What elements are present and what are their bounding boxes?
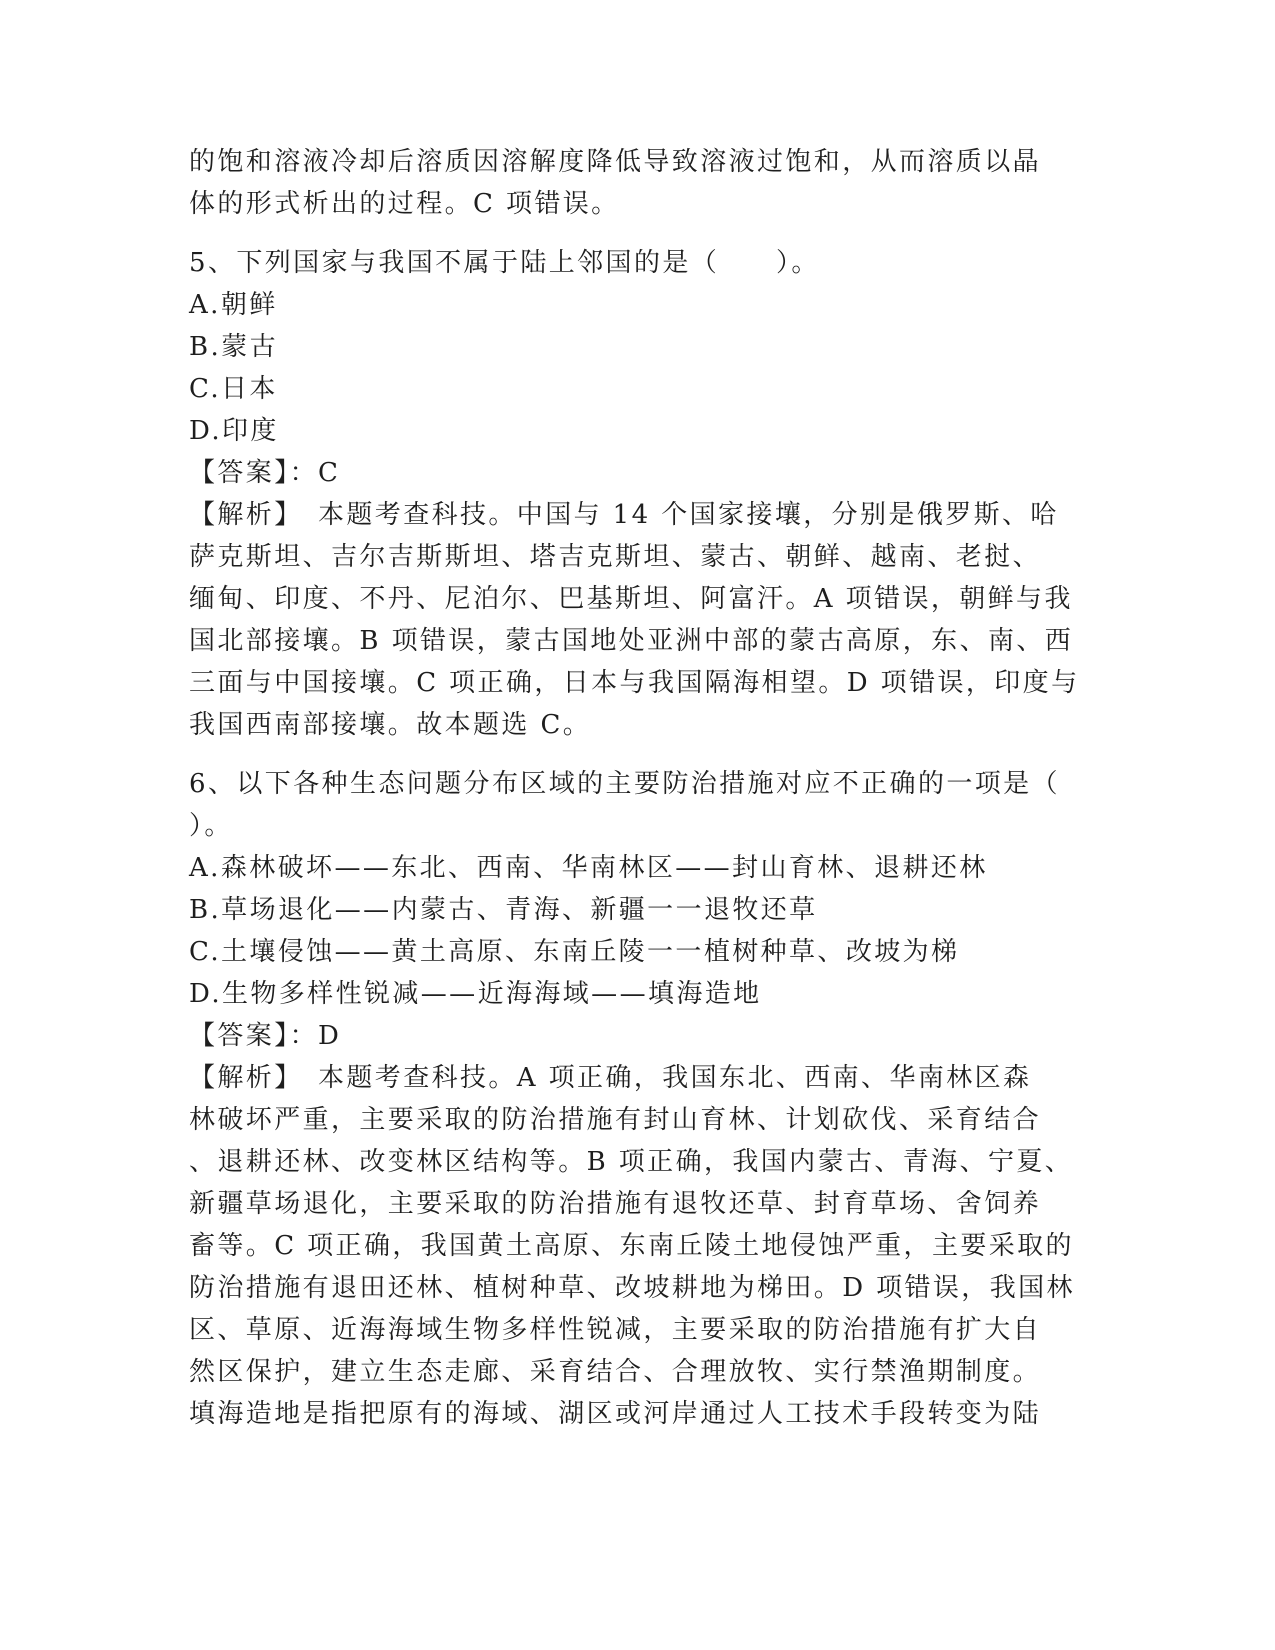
option-c: C.日本 xyxy=(189,374,278,404)
explanation-line: 国北部接壤。B 项错误，蒙古国地处亚洲中部的蒙古高原，东、南、西 xyxy=(189,626,1074,656)
text-line: 的饱和溶液冷却后溶质因溶解度降低导致溶液过饱和，从而溶质以晶 xyxy=(189,147,1042,177)
question-6-title-cont: ）。 xyxy=(189,811,233,841)
option-b: B.蒙古 xyxy=(189,332,278,362)
option-c: C.土壤侵蚀——黄土高原、东南丘陵一一植树种草、改坡为梯 xyxy=(189,937,960,967)
explanation-line: 林破坏严重，主要采取的防治措施有封山育林、计划砍伐、采育结合 xyxy=(189,1105,1042,1135)
explanation-line: 缅甸、印度、不丹、尼泊尔、巴基斯坦、阿富汗。A 项错误，朝鲜与我 xyxy=(189,584,1073,614)
explanation-line: 萨克斯坦、吉尔吉斯斯坦、塔吉克斯坦、蒙古、朝鲜、越南、老挝、 xyxy=(189,542,1042,572)
explanation-line: 区、草原、近海海域生物多样性锐减，主要采取的防治措施有扩大自 xyxy=(189,1315,1042,1345)
question-5-title: 5、下列国家与我国不属于陆上邻国的是（ ）。 xyxy=(189,248,820,278)
explanation-line: 然区保护，建立生态走廊、采育结合、合理放牧、实行禁渔期制度。 xyxy=(189,1357,1042,1387)
answer-label: 【答案】：D xyxy=(189,1021,342,1051)
explanation-line: 我国西南部接壤。故本题选 C。 xyxy=(189,710,592,740)
explanation-line: 三面与中国接壤。C 项正确，日本与我国隔海相望。D 项错误，印度与 xyxy=(189,668,1080,698)
text-line: 体的形式析出的过程。C 项错误。 xyxy=(189,189,620,219)
option-b: B.草场退化——内蒙古、青海、新疆一一退牧还草 xyxy=(189,895,818,925)
explanation-line: 填海造地是指把原有的海域、湖区或河岸通过人工技术手段转变为陆 xyxy=(189,1399,1042,1429)
explanation-line: 新疆草场退化，主要采取的防治措施有退牧还草、封育草场、舍饲养 xyxy=(189,1189,1042,1219)
explanation-line: 【解析】 本题考查科技。A 项正确，我国东北、西南、华南林区森 xyxy=(189,1063,1032,1093)
option-a: A.朝鲜 xyxy=(189,290,278,320)
explanation-line: 防治措施有退田还林、植树种草、改坡耕地为梯田。D 项错误，我国林 xyxy=(189,1273,1075,1303)
question-6-title: 6、以下各种生态问题分布区域的主要防治措施对应不正确的一项是（ xyxy=(189,769,1060,799)
option-a: A.森林破坏——东北、西南、华南林区——封山育林、退耕还林 xyxy=(189,853,988,883)
explanation-line: 【解析】 本题考查科技。中国与 14 个国家接壤，分别是俄罗斯、哈 xyxy=(189,500,1059,530)
answer-label: 【答案】：C xyxy=(189,458,341,488)
explanation-line: 畜等。C 项正确，我国黄土高原、东南丘陵土地侵蚀严重，主要采取的 xyxy=(189,1231,1074,1261)
option-d: D.印度 xyxy=(189,416,279,446)
explanation-line: 、退耕还林、改变林区结构等。B 项正确，我国内蒙古、青海、宁夏、 xyxy=(189,1147,1074,1177)
option-d: D.生物多样性锐减——近海海域——填海造地 xyxy=(189,979,762,1009)
